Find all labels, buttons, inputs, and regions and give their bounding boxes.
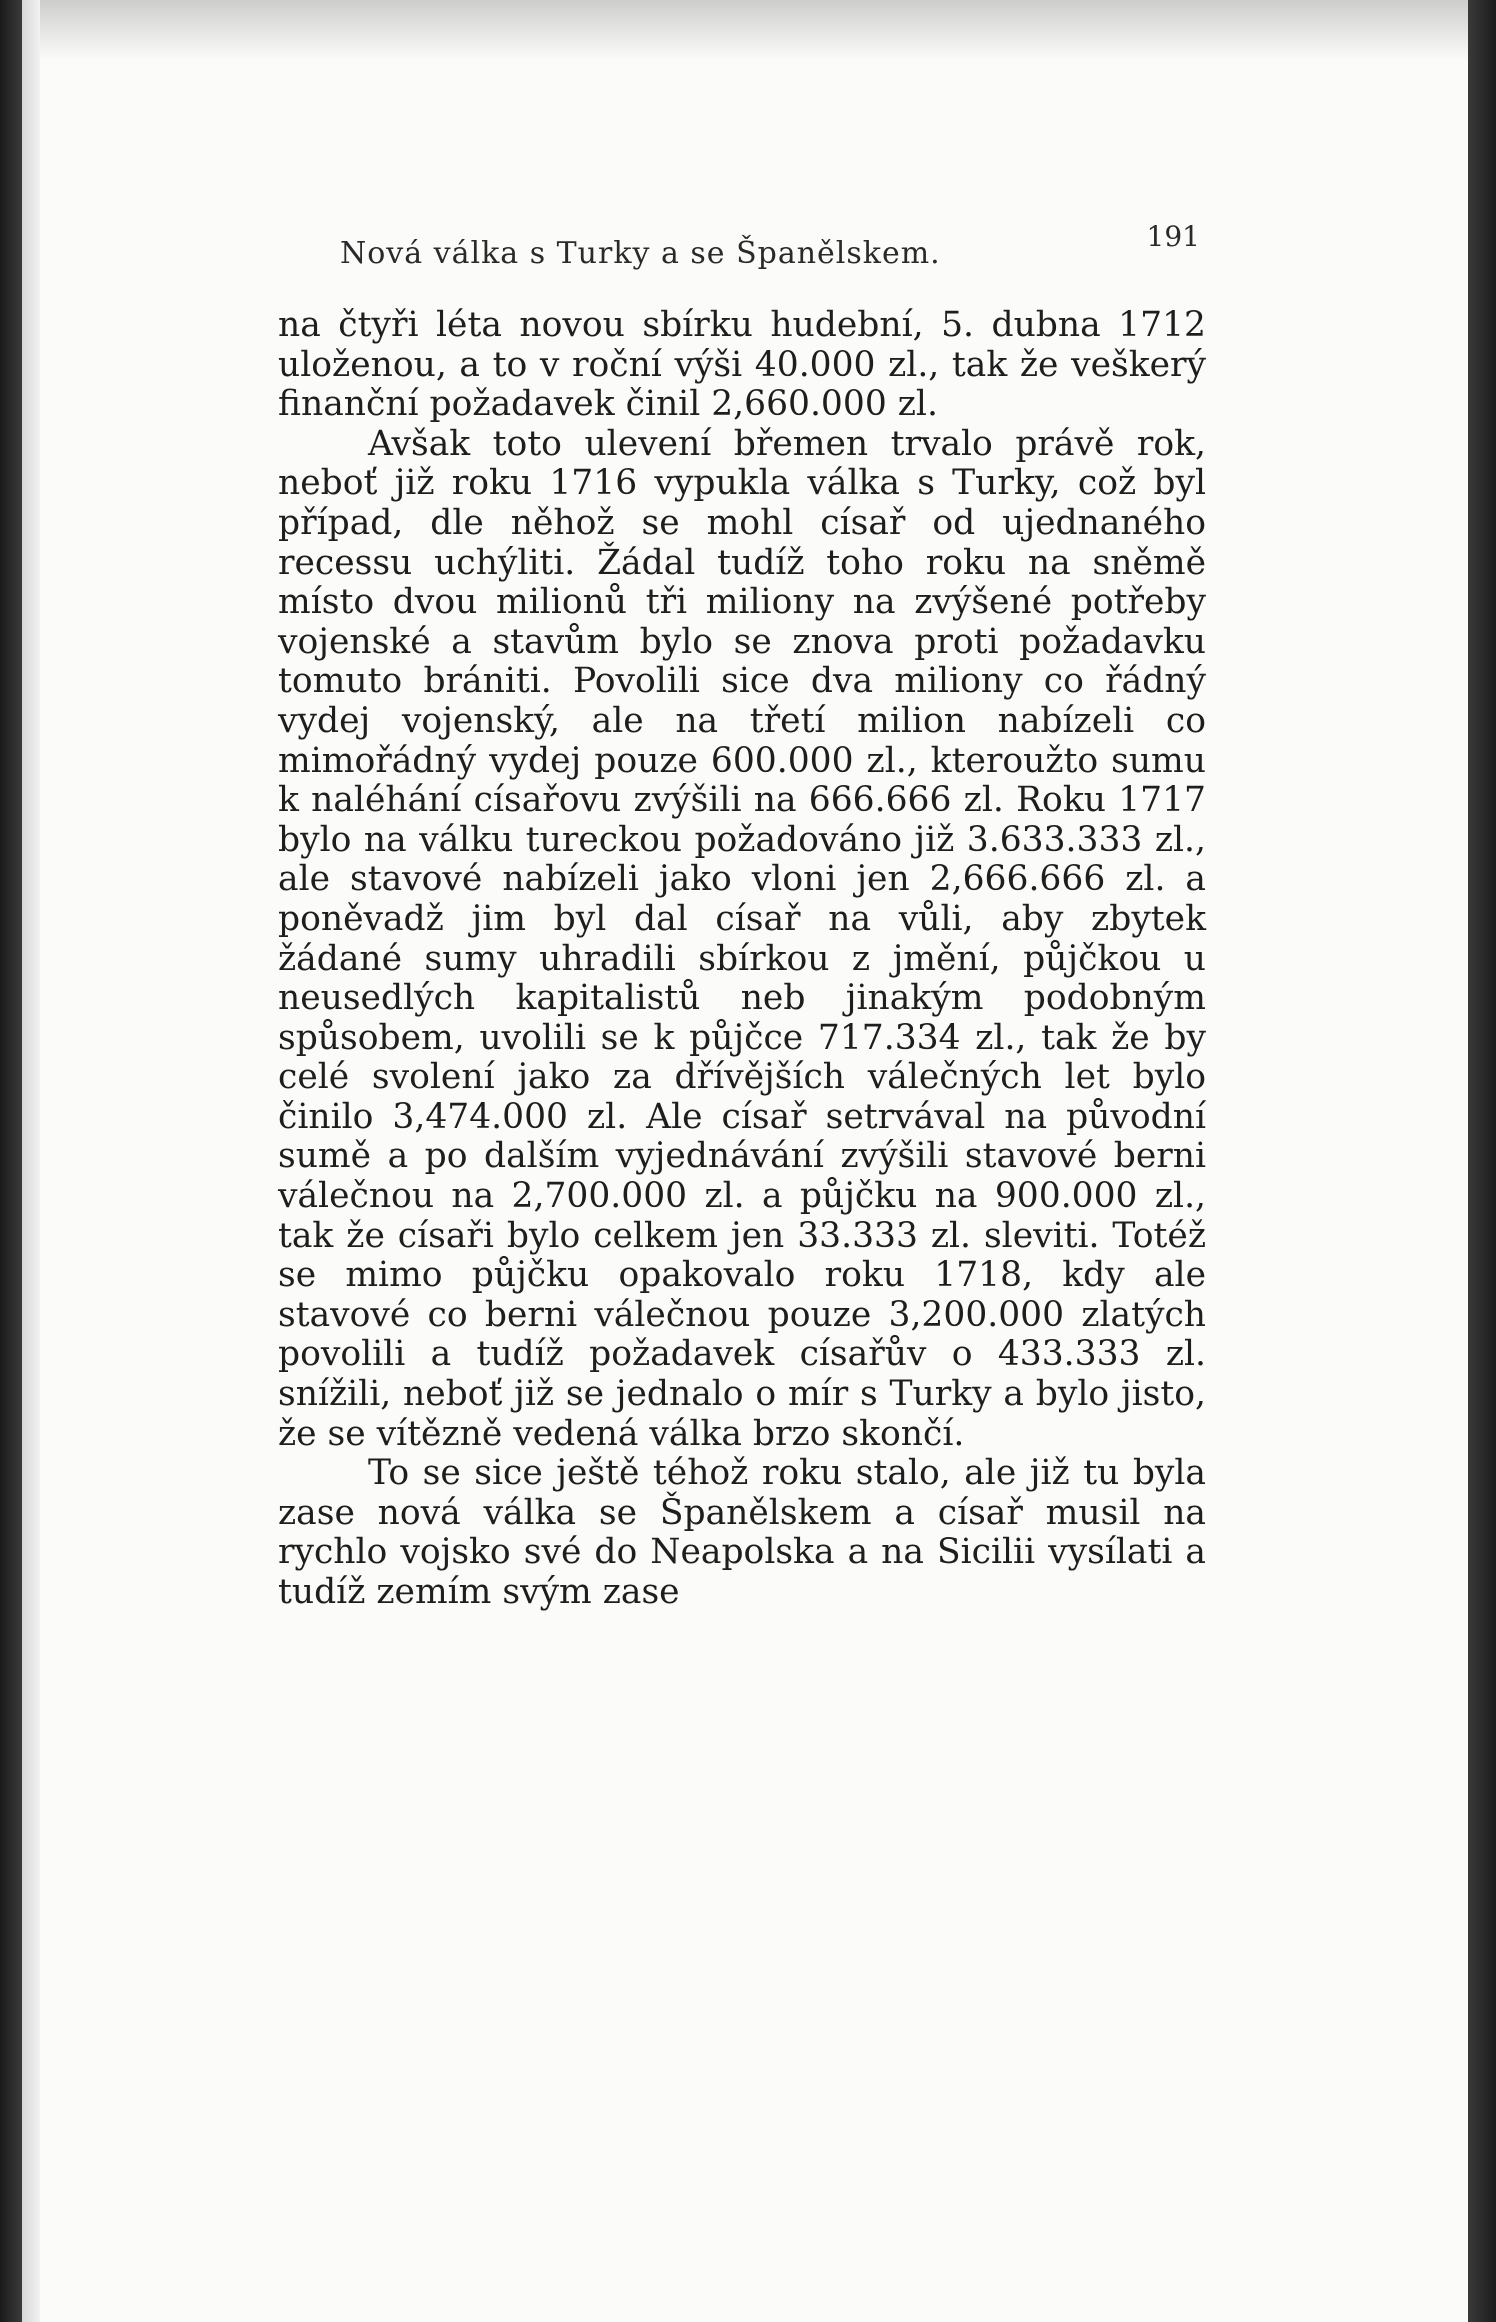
running-title: Nová válka s Turky a se Španělskem. — [340, 236, 941, 271]
body-text — [278, 306, 1206, 1613]
paragraph-war-with-turks: Avšak toto ulevení břemen trvalo právě rok, neboť již roku 1716 vypukla válka s Turky, což byl případ, dle něhož se mohl císař od ujednaného recessu uchýliti. Žádal tudíž toho roku na sněmě místo dvou milionů tři miliony na zvýšené potřeby vojenské a stavům bylo se znova proti požadavku tomuto brániti. Povolili sice dva miliony co řádný vydej vojenský, ale na třetí milion nabízeli co mimořádný vydej pouze 600.000 zl., kteroužto sumu k naléhání císařovu zvýšili na 666.666 zl. Roku 1717 bylo na válku tureckou požadováno již 3.633.333 zl., ale stavové nabízeli jako vloni jen 2,666.666 zl. a poněvadž jim byl dal císař na vůli, aby zbytek žádané sumy uhradili sbírkou z jmění, půjčkou u neusedlých kapitalistů neb jinakým podobným spůsobem, uvolili se k půjčce 717.334 zl., tak že by celé svolení jako za dřívějších válečných let bylo činilo 3,474.000 zl. Ale císař setrvával na původní sumě a po dalším vyjednávání zvýšili stavové berni válečnou na 2,700.000 zl. a půjčku na 900.000 zl., tak že císaři bylo celkem jen 33.333 zl. sleviti. Totéž se mimo půjčku opakovalo roku 1718, kdy ale stavové co berni válečnou pouze 3,200.000 zlatých povolili a tudíž požadavek císařův o 433.333 zl. snížili, neboť již se jednalo o mír s Turky a bylo jisto, že se vítězně vedená válka brzo skončí. — [278, 423, 1206, 1454]
book-spine — [0, 0, 22, 2322]
page-number: 191 — [1146, 220, 1200, 253]
previous-page-edge — [22, 0, 40, 2322]
page-header — [290, 220, 1210, 282]
paragraph-war-with-spain: To se sice ještě téhož roku stalo, ale již tu byla zase nová válka se Španělskem a císař musil na rychlo vojsko své do Neapolska a na Sicilii vysílati a tudíž zemím svým zase — [278, 1453, 1206, 1612]
page-right-edge — [1468, 0, 1496, 2322]
paragraph-continued: na čtyři léta novou sbírku hudební, 5. dubna 1712 uloženou, a to v roční výši 40.000 zl., tak že veškerý finanční požadavek činil 2,660.000 zl. — [278, 305, 1206, 425]
